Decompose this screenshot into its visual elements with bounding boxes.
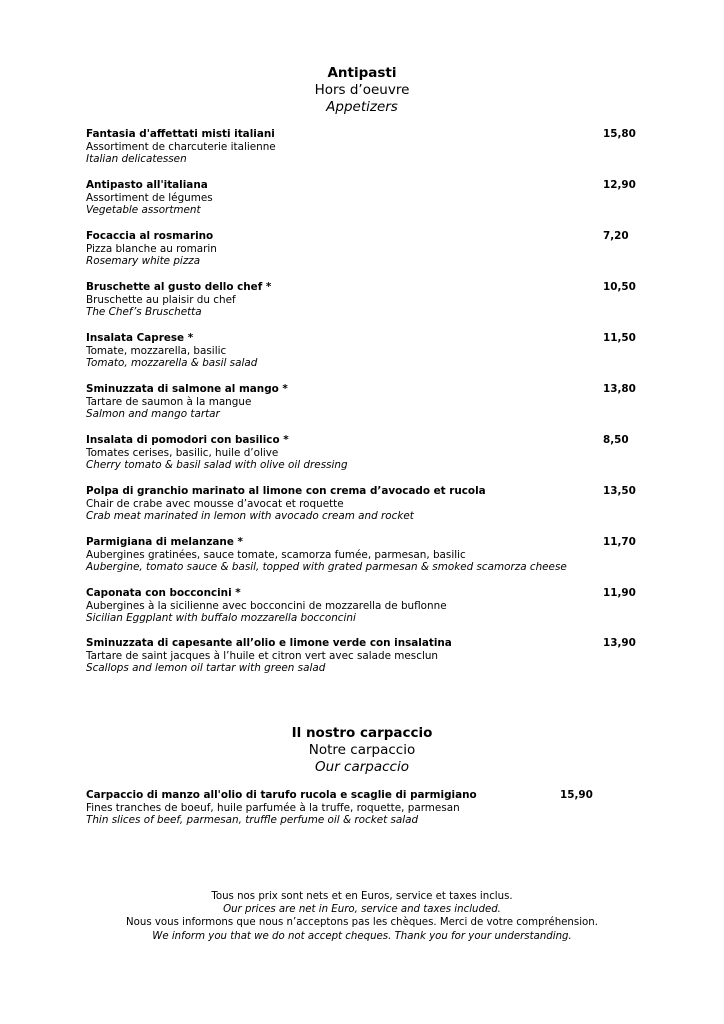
item-price: 8,50: [603, 434, 629, 446]
menu-item: [86, 434, 646, 472]
item-price: 13,90: [603, 637, 636, 649]
item-description-en: Salmon and mango tartar: [86, 408, 220, 421]
item-price: 15,80: [603, 128, 636, 140]
item-description-fr: Assortiment de légumes: [86, 191, 213, 204]
item-description-en: Cherry tomato & basil salad with olive oil dressing: [86, 459, 348, 472]
menu-item: [86, 332, 646, 370]
item-name: Sminuzzata di capesante all’olio e limone verde con insalatina: [86, 637, 452, 649]
item-price: 11,90: [603, 587, 636, 599]
item-description-en: Scallops and lemon oil tartar with green salad: [86, 662, 326, 675]
item-description-fr: Tomates cerises, basilic, huile d’olive: [86, 446, 279, 459]
footer-notice: [0, 890, 724, 943]
item-description-en: Tomato, mozzarella & basil salad: [86, 357, 258, 370]
item-price: 13,50: [603, 485, 636, 497]
item-price: 13,80: [603, 383, 636, 395]
antipasti-heading: [0, 65, 724, 116]
item-description-en: Italian delicatessen: [86, 153, 187, 166]
item-description-fr: Fines tranches de boeuf, huile parfumée à la truffe, roquette, parmesan: [86, 801, 460, 814]
footer-line-fr-cheques: Nous vous informons que nous n’acceptons pas les chèques. Merci de votre compréhension.: [126, 917, 598, 929]
item-price: 11,70: [603, 536, 636, 548]
item-description-fr: Bruschette au plaisir du chef: [86, 293, 236, 306]
item-name: Antipasto all'italiana: [86, 179, 208, 191]
carpaccio-heading: [0, 725, 724, 776]
item-name: Sminuzzata di salmone al mango *: [86, 383, 288, 395]
menu-item: [86, 230, 646, 268]
antipasti-title: Antipasti: [327, 65, 397, 81]
item-description-fr: Aubergines à la sicilienne avec bocconcini de mozzarella de buflonne: [86, 599, 447, 612]
menu-item: [86, 587, 646, 625]
menu-item: [86, 383, 646, 421]
menu-item: [86, 281, 646, 319]
item-price: 15,90: [560, 789, 593, 801]
item-description-en: The Chef’s Bruschetta: [86, 306, 202, 319]
menu-item: [86, 536, 646, 574]
item-description-fr: Pizza blanche au romarin: [86, 242, 217, 255]
item-description-fr: Assortiment de charcuterie italienne: [86, 140, 276, 153]
item-description-fr: Tomate, mozzarella, basilic: [86, 344, 227, 357]
item-name: Bruschette al gusto dello chef *: [86, 281, 272, 293]
menu-item: [86, 128, 646, 166]
carpaccio-title: Il nostro carpaccio: [291, 725, 433, 741]
item-price: 12,90: [603, 179, 636, 191]
item-description-en: Crab meat marinated in lemon with avocado cream and rocket: [86, 510, 414, 523]
carpaccio-title-en: Our carpaccio: [315, 759, 409, 775]
antipasti-title-en: Appetizers: [326, 99, 398, 115]
footer-line-fr-prices: Tous nos prix sont nets et en Euros, service et taxes inclus.: [211, 891, 513, 902]
item-name: Insalata Caprese *: [86, 332, 194, 344]
item-description-en: Vegetable assortment: [86, 204, 201, 217]
item-name: Insalata di pomodori con basilico *: [86, 434, 289, 446]
item-name: Carpaccio di manzo all'olio di tarufo rucola e scaglie di parmigiano: [86, 789, 477, 801]
item-description-en: Rosemary white pizza: [86, 255, 201, 268]
item-description-en: Sicilian Eggplant with buffalo mozzarella bocconcini: [86, 612, 356, 625]
menu-item: [86, 485, 646, 523]
item-description-fr: Aubergines gratinées, sauce tomate, scamorza fumée, parmesan, basilic: [86, 548, 466, 561]
antipasti-title-fr: Hors d’oeuvre: [314, 82, 410, 98]
item-description-en: Aubergine, tomato sauce & basil, topped with grated parmesan & smoked scamorza cheese: [86, 561, 567, 574]
item-name: Fantasia d'affettati misti italiani: [86, 128, 275, 140]
item-price: 7,20: [603, 230, 629, 242]
menu-item: [86, 179, 646, 217]
item-name: Polpa di granchio marinato al limone con crema d’avocado et rucola: [86, 485, 486, 497]
item-description-en: Thin slices of beef, parmesan, truffle perfume oil & rocket salad: [86, 814, 419, 827]
item-description-fr: Chair de crabe avec mousse d’avocat et roquette: [86, 497, 344, 510]
item-price: 11,50: [603, 332, 636, 344]
footer-line-en-prices: Our prices are net in Euro, service and taxes included.: [223, 904, 501, 916]
footer-line-en-cheques: We inform you that we do not accept cheques. Thank you for your understanding.: [152, 930, 572, 942]
menu-item: [86, 637, 646, 675]
item-name: Caponata con bocconcini *: [86, 587, 241, 599]
item-name: Parmigiana di melanzane *: [86, 536, 243, 548]
item-price: 10,50: [603, 281, 636, 293]
item-description-fr: Tartare de saint jacques à l’huile et citron vert avec salade mesclun: [86, 649, 438, 662]
item-description-fr: Tartare de saumon à la mangue: [86, 395, 252, 408]
item-name: Focaccia al rosmarino: [86, 230, 214, 242]
carpaccio-title-fr: Notre carpaccio: [308, 742, 416, 758]
